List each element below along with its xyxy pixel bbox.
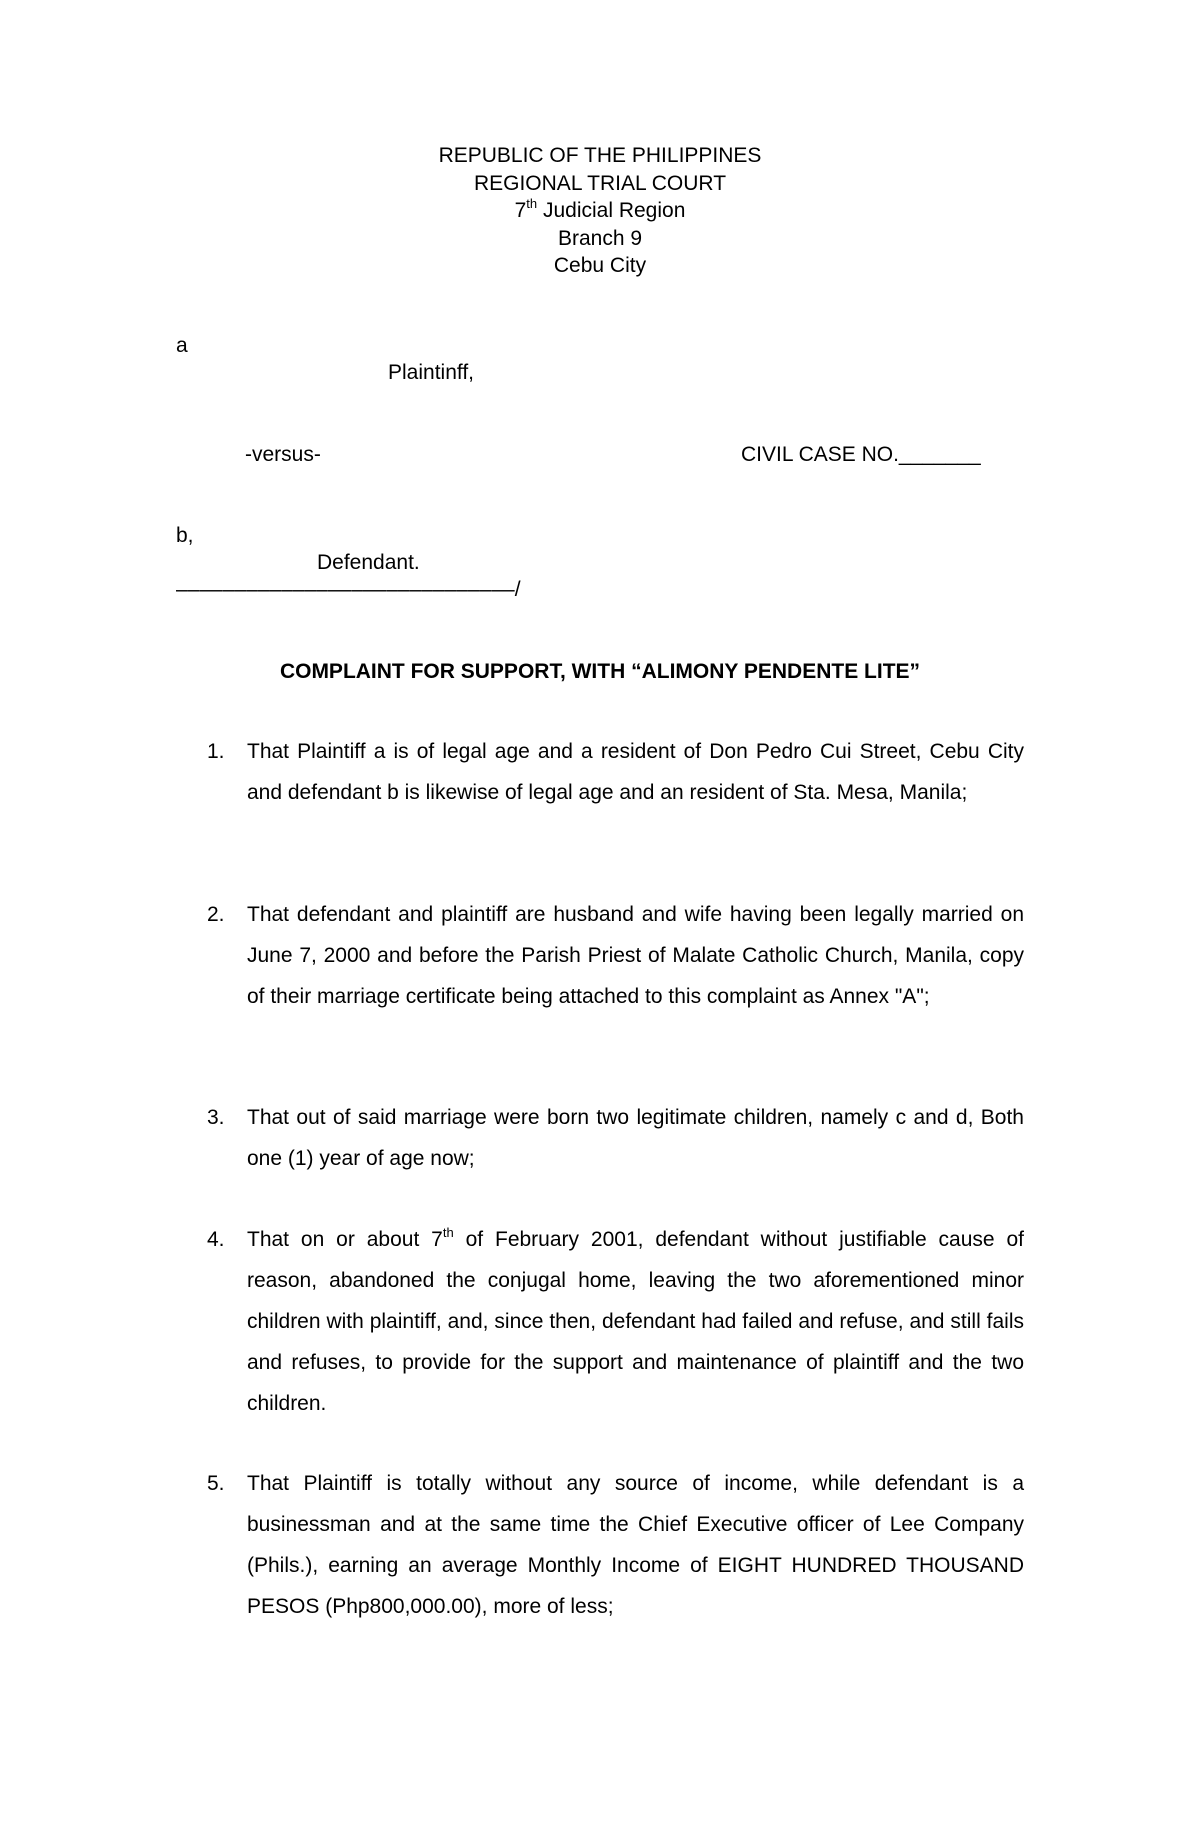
paragraph-4-rest: of February 2001, defendant without justifiable cause of reason, abandoned the conjugal home, leaving the two aforementioned minor children with plaintiff, and, since then, defendant had failed and refuse, and still fails and refuses, to provide for the support and maintenance of plaintiff and the two children. (247, 1228, 1024, 1415)
paragraph-1 (207, 731, 1024, 813)
header-region-text: Judicial Region (537, 199, 686, 222)
paragraph-1-text: That Plaintiff a is of legal age and a resident of Don Pedro Cui Street, Cebu City and defendant b is likewise of legal age and an resident of Sta. Mesa, Manila; (247, 740, 1024, 804)
defendant-label: Defendant. (317, 551, 420, 574)
civil-case-number: CIVIL CASE NO._______ (741, 443, 981, 466)
defendant-name: b, (176, 524, 194, 547)
court-header (0, 142, 1200, 280)
header-region-suffix: th (526, 196, 538, 211)
paragraph-4-suffix: th (442, 1225, 454, 1240)
paragraph-5 (207, 1463, 1024, 1627)
caption-separator: –––––––––––––––––––––––––––––/ (176, 578, 521, 601)
paragraph-4-lead: That on or about 7 (247, 1228, 443, 1251)
plaintiff-name: a (176, 334, 188, 357)
paragraph-2-text: That defendant and plaintiff are husband and wife having been legally married on June 7, 2000 and before the Parish Priest of Malate Catholic Church, Manila, copy of their marriage certificate being attached to this complaint as Annex "A"; (247, 903, 1024, 1008)
header-city: Cebu City (553, 254, 647, 277)
paragraph-3-text: That out of said marriage were born two legitimate children, namely c and d, Both one (1) year of age now; (247, 1106, 1024, 1170)
header-republic: REPUBLIC OF THE PHILIPPINES (438, 144, 762, 167)
header-region (0, 197, 1200, 225)
paragraph-4-text (247, 1219, 1024, 1424)
paragraph-3 (207, 1097, 1024, 1179)
paragraph-2 (207, 894, 1024, 1017)
header-region-number: 7 (514, 199, 527, 222)
header-court: REGIONAL TRIAL COURT (473, 171, 727, 195)
paragraph-3-number: 3. (207, 1106, 225, 1129)
paragraph-4-number: 4. (207, 1228, 225, 1251)
paragraph-1-number: 1. (207, 740, 225, 763)
paragraph-4 (207, 1219, 1024, 1424)
versus-label: -versus- (245, 443, 321, 466)
header-branch: Branch 9 (557, 226, 643, 250)
paragraph-5-number: 5. (207, 1472, 225, 1495)
paragraph-2-number: 2. (207, 903, 225, 926)
complaint-title: COMPLAINT FOR SUPPORT, WITH “ALIMONY PENDENTE LITE” (279, 660, 921, 683)
plaintiff-label: Plaintinff, (388, 361, 474, 384)
paragraph-5-text: That Plaintiff is totally without any source of income, while defendant is a businessman and at the same time the Chief Executive officer of Lee Company (Phils.), earning an average Monthly Income of EIGHT HUNDRED THOUSAND PESOS (Php800,000.00), more of less; (247, 1472, 1024, 1618)
